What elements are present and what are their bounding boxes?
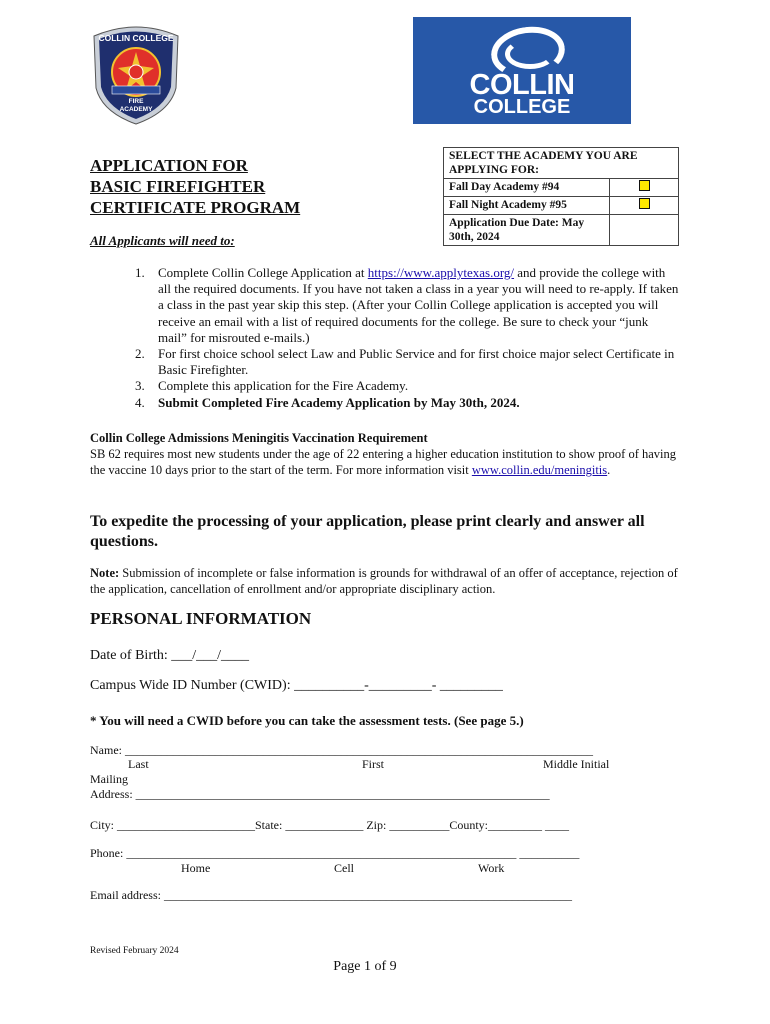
email-field[interactable]: Email address: ____________________________________________________________________ bbox=[90, 888, 572, 902]
phone-field[interactable]: Phone: _________________________________________________________________ __________ bbox=[90, 846, 580, 860]
expedite-notice: To expedite the processing of your application, please print clearly and answer all questions. bbox=[90, 513, 645, 550]
phone-home-label: Home bbox=[181, 861, 211, 875]
list-item: 1. Complete Collin College Application at https://www.applytexas.org/ and provide the college with all the required documents. If you have not taken a class in a year you will need to re-apply. If taken a class in the past year skip this step. (After your Collin College application is accepted you will receive an email with a list of required documents for the college. Be sure to check your “junk mail” for misrouted e-mails.) bbox=[135, 265, 679, 345]
name-last-label: Last bbox=[128, 757, 149, 771]
steps-list bbox=[135, 265, 680, 411]
city-state-zip-field[interactable]: City: _______________________State: _____________ Zip: __________County:_________ ____ bbox=[90, 818, 570, 832]
date-of-birth-field[interactable]: Date of Birth: ___/___/____ bbox=[90, 648, 250, 663]
cwid-note: * You will need a CWID before you can take the assessment tests. (See page 5.) bbox=[90, 713, 524, 728]
fire-logo-bottom-text-2: ACADEMY bbox=[119, 106, 153, 113]
cwid-field[interactable]: Campus Wide ID Number (CWID): __________-_________- _________ bbox=[90, 678, 503, 693]
name-first-label: First bbox=[362, 757, 385, 771]
fall-day-academy-checkbox[interactable] bbox=[639, 180, 650, 191]
collin-logo-line1: COLLIN bbox=[469, 69, 575, 101]
page-number: Page 1 of 9 bbox=[333, 959, 397, 974]
meningitis-link[interactable]: www.collin.edu/meningitis bbox=[471, 463, 608, 477]
phone-work-label: Work bbox=[478, 861, 505, 875]
personal-information-heading: PERSONAL INFORMATION bbox=[90, 609, 312, 628]
academy-option-label: Fall Day Academy #94 bbox=[444, 179, 610, 197]
revised-date: Revised February 2024 bbox=[90, 946, 179, 956]
academy-selection-table bbox=[443, 147, 679, 246]
applytexas-link[interactable]: https://www.applytexas.org/ bbox=[367, 265, 515, 280]
list-item: 2. For first choice school select Law and Public Service and for first choice major select Certificate in Basic Firefighter. bbox=[135, 346, 675, 378]
mailing-address-field[interactable]: Mailing Address: _____________________________________________________________________ bbox=[90, 772, 550, 801]
list-item: 3. Complete this application for the Fire Academy. bbox=[135, 378, 409, 394]
collin-logo-line2: COLLEGE bbox=[473, 96, 571, 118]
list-item: 4. Submit Completed Fire Academy Application by May 30th, 2024. bbox=[135, 394, 520, 410]
fire-logo-top-text: COLLIN COLLEGE bbox=[98, 33, 174, 43]
application-due-date: Application Due Date: May 30th, 2024 bbox=[444, 215, 610, 246]
page-title bbox=[90, 155, 300, 218]
meningitis-section: Collin College Admissions Meningitis Vaccination Requirement SB 62 requires most new students under the age of 22 entering a higher education institution to show proof of having the vaccine 10 days prior to the start of the term. For more information visit www.collin.edu/meningitis. bbox=[90, 430, 690, 478]
title-line1: APPLICATION FOR bbox=[90, 156, 248, 175]
name-field[interactable]: Name: ______________________________________________________________________________ bbox=[90, 743, 593, 757]
name-middle-label: Middle Initial bbox=[543, 757, 610, 771]
meningitis-heading: Collin College Admissions Meningitis Vaccination Requirement bbox=[90, 431, 428, 445]
fire-academy-logo bbox=[90, 22, 182, 126]
disclaimer-note: Note: Submission of incomplete or false information is grounds for withdrawal of an offer of acceptance, rejection of the application, cancellation of enrollment and/or appropriate disciplinary action. bbox=[90, 566, 678, 596]
title-line3: CERTIFICATE PROGRAM bbox=[90, 198, 301, 217]
collin-college-logo bbox=[413, 17, 631, 124]
academy-table-header: SELECT THE ACADEMY YOU ARE APPLYING FOR: bbox=[444, 148, 679, 179]
phone-cell-label: Cell bbox=[334, 861, 354, 875]
title-line2: BASIC FIREFIGHTER bbox=[90, 177, 266, 196]
fire-logo-bottom-text-1: FIRE bbox=[128, 98, 144, 105]
fall-night-academy-checkbox[interactable] bbox=[639, 198, 650, 209]
academy-option-label: Fall Night Academy #95 bbox=[444, 197, 610, 215]
applicants-note: All Applicants will need to: bbox=[90, 233, 235, 248]
